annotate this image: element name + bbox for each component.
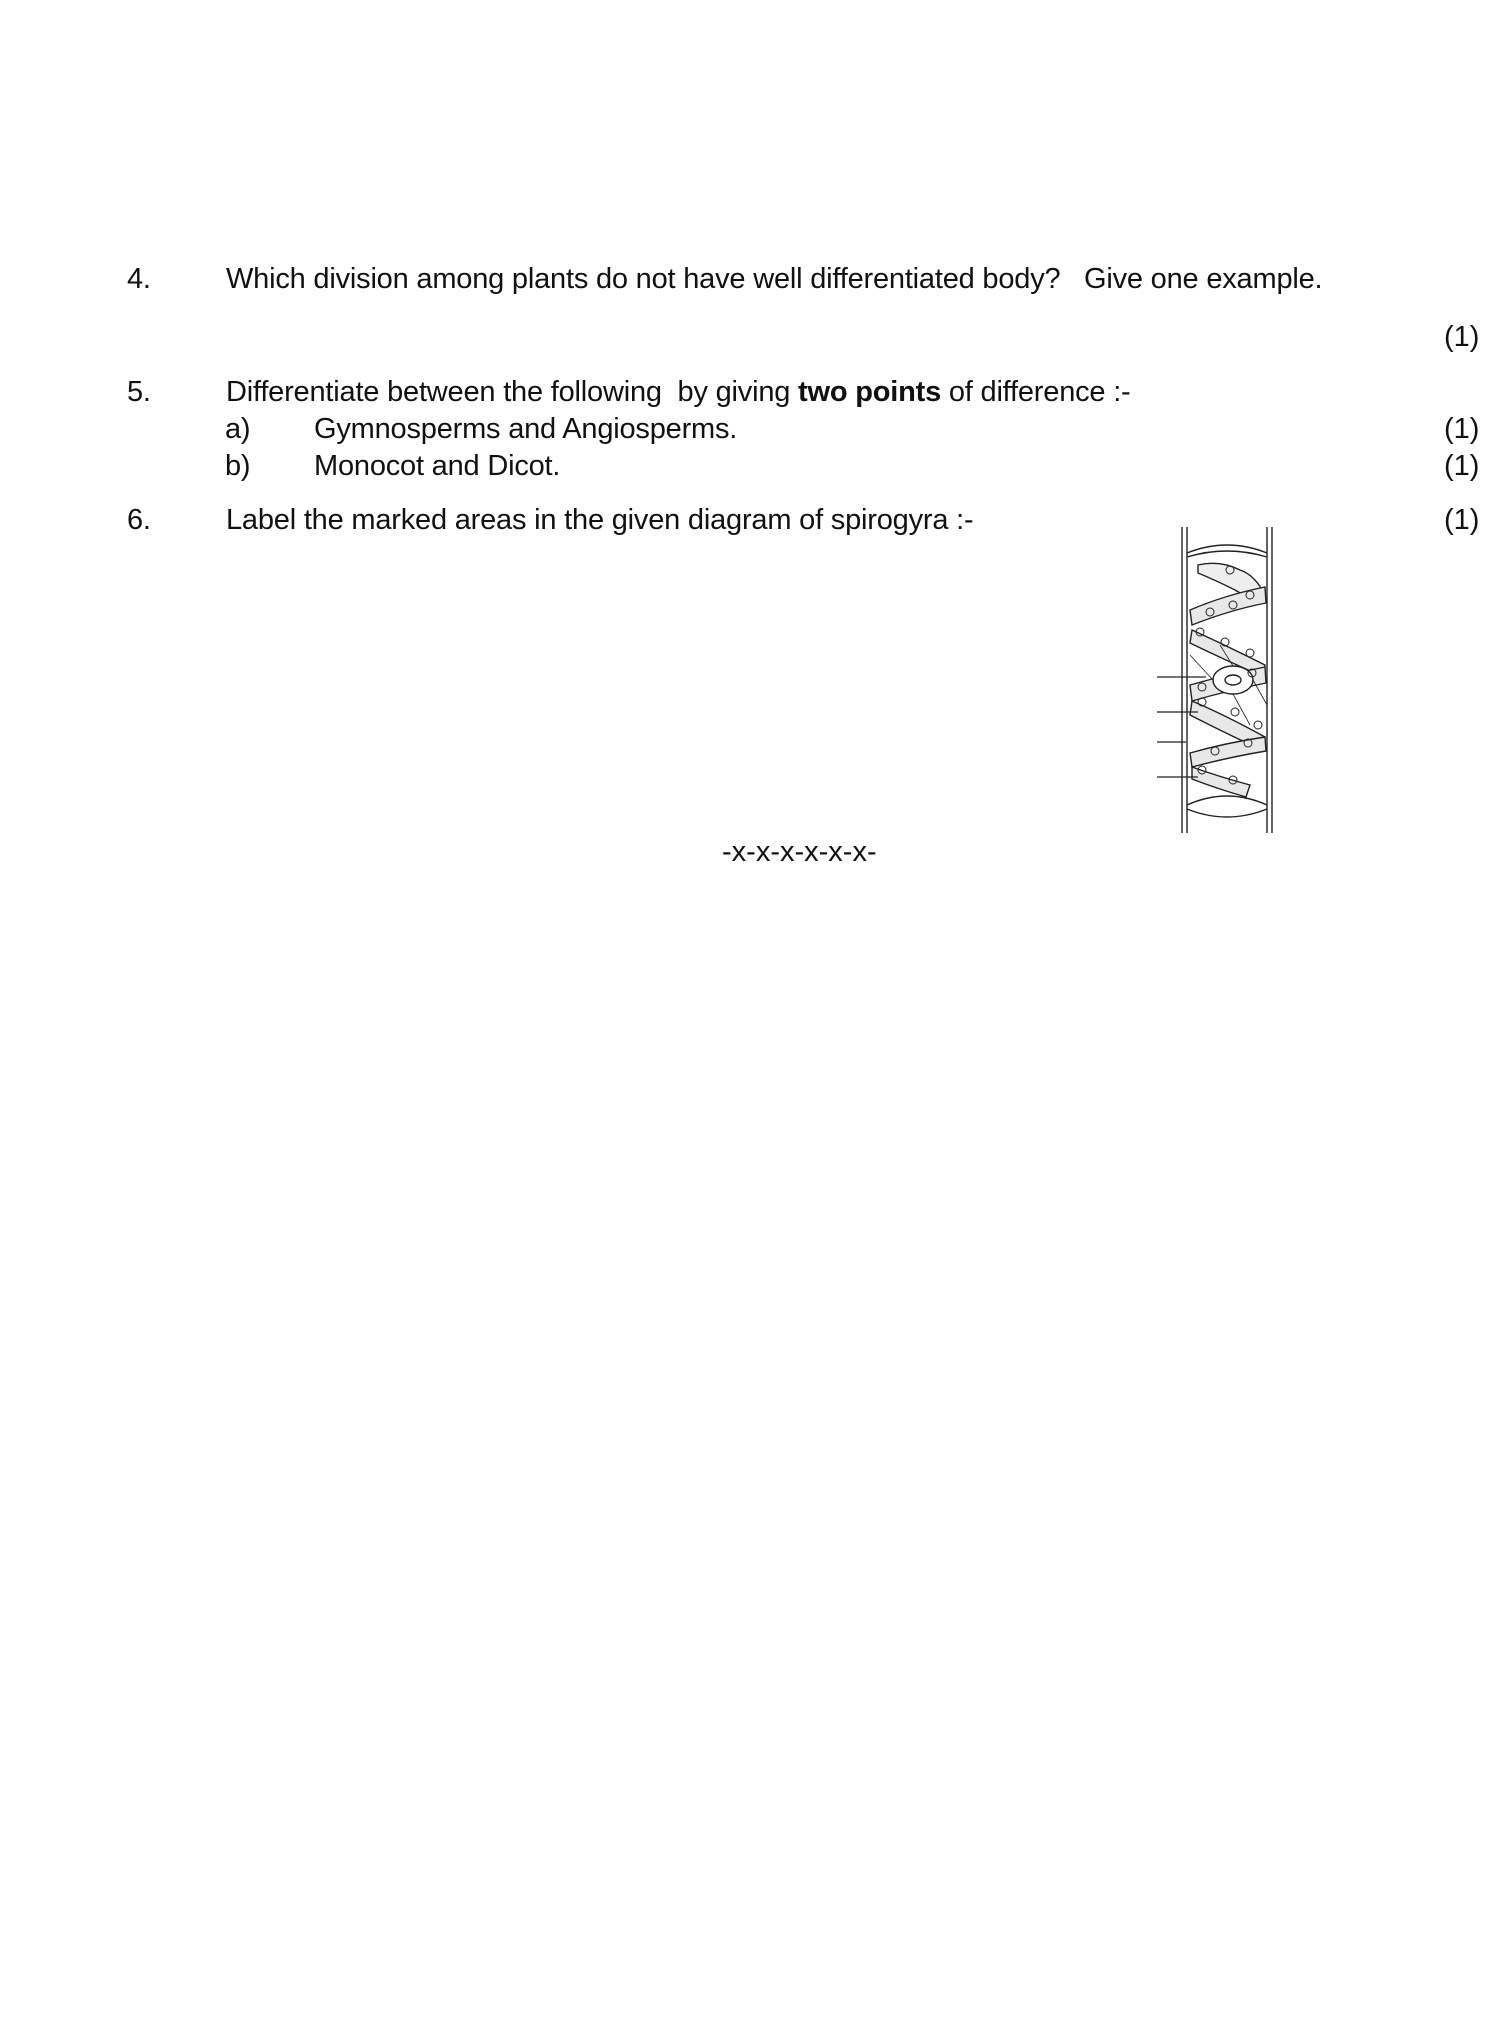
question-text-part: Differentiate between the following by giving xyxy=(226,376,799,408)
question-marks: (1) xyxy=(1444,450,1480,482)
spirogyra-diagram xyxy=(1140,515,1290,835)
question-number: 4. xyxy=(127,263,151,295)
question-text xyxy=(226,374,1131,410)
question-text: Which division among plants do not have well differentiated body? Give one example. xyxy=(226,263,1323,295)
question-number: 6. xyxy=(127,504,151,536)
end-marker: -x-x-x-x-x-x- xyxy=(722,836,877,868)
question-number: 5. xyxy=(127,376,151,408)
question-text: Label the marked areas in the given diagram of spirogyra :- xyxy=(226,504,974,536)
sub-question-label: a) xyxy=(225,413,251,445)
sub-question-text: Monocot and Dicot. xyxy=(314,450,561,482)
question-text-bold: two points xyxy=(798,376,942,408)
question-marks: (1) xyxy=(1444,321,1480,353)
sub-question-text: Gymnosperms and Angiosperms. xyxy=(314,413,738,445)
sub-question-label: b) xyxy=(225,450,251,482)
question-marks: (1) xyxy=(1444,504,1480,536)
question-marks: (1) xyxy=(1444,413,1480,445)
question-text-part: of difference :- xyxy=(941,376,1131,408)
